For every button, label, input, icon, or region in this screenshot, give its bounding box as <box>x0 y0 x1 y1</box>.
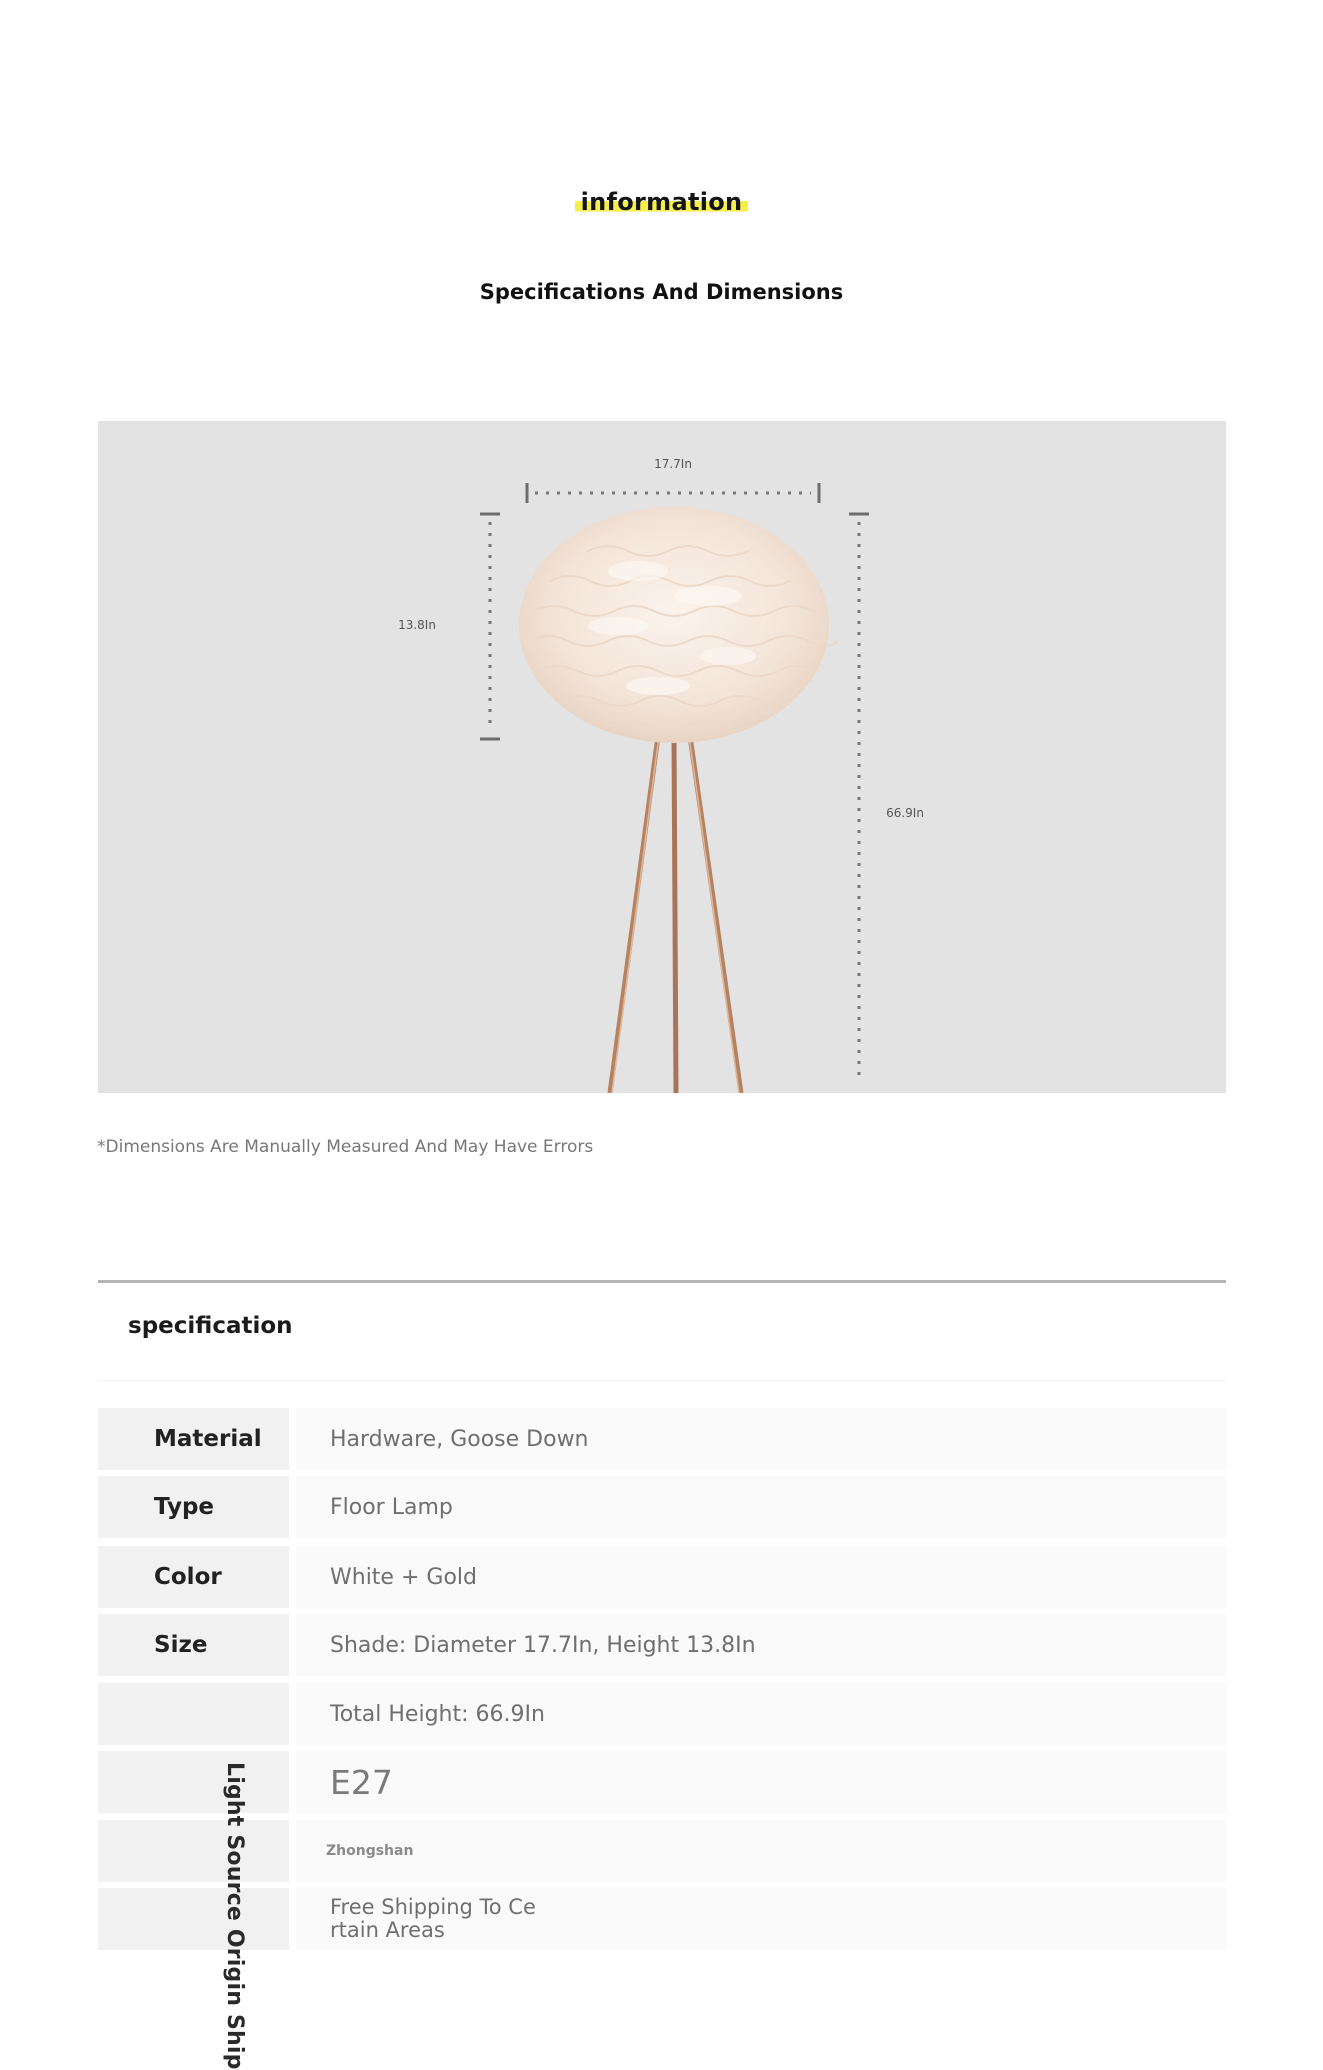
spec-value <box>296 1888 1226 1950</box>
spec-row-total-height <box>98 1683 1226 1745</box>
section-title-text: information <box>575 188 749 216</box>
spec-value: Shade: Diameter 17.7In, Height 13.8In <box>296 1614 1226 1676</box>
dimension-label-shade-height: 13.8In <box>398 618 436 632</box>
spec-label <box>98 1888 289 1950</box>
section-divider <box>98 1280 1226 1283</box>
page-subtitle: Specifications And Dimensions <box>479 280 844 304</box>
total-height-dimension <box>849 514 924 1081</box>
dimensions-disclaimer: *Dimensions Are Manually Measured And May Have Errors <box>97 1137 594 1157</box>
spec-value: Floor Lamp <box>296 1476 1226 1538</box>
specification-heading: specification <box>128 1313 293 1339</box>
lamp-dimension-figure <box>98 421 1226 1093</box>
spec-label: Size <box>98 1614 289 1676</box>
heading-divider <box>98 1380 1226 1381</box>
spec-value: White + Gold <box>296 1546 1226 1608</box>
spec-row-origin <box>98 1820 1226 1882</box>
spec-row-color <box>98 1546 1226 1608</box>
feather-shade <box>519 507 838 743</box>
spec-label: Type <box>98 1476 289 1538</box>
spec-row-material <box>98 1408 1226 1470</box>
spec-label <box>98 1751 289 1813</box>
shade-height-dimension <box>398 514 500 739</box>
spec-row-type <box>98 1476 1226 1538</box>
spec-label <box>98 1820 289 1882</box>
dimension-label-total-height: 66.9In <box>886 806 924 820</box>
lamp-leg-middle <box>674 736 676 1093</box>
spec-row-shipping <box>98 1888 1226 1950</box>
spec-label: Material <box>98 1408 289 1470</box>
section-title <box>0 188 1323 216</box>
spec-value: E27 <box>296 1751 1226 1813</box>
spec-value: Total Height: 66.9In <box>296 1683 1226 1745</box>
lamp-legs <box>610 736 741 1093</box>
lamp-leg-left <box>610 736 658 1093</box>
vertical-spec-label: Light Source Origin Ship <box>222 1762 247 2070</box>
spec-label: Color <box>98 1546 289 1608</box>
width-dimension <box>527 457 819 503</box>
spec-value: Zhongshan <box>296 1820 1226 1882</box>
lamp-leg-right <box>690 736 741 1093</box>
spec-row-light-source <box>98 1751 1226 1813</box>
spec-label <box>98 1683 289 1745</box>
spec-row-size <box>98 1614 1226 1676</box>
spec-value: Hardware, Goose Down <box>296 1408 1226 1470</box>
dimension-label-width: 17.7In <box>654 457 692 471</box>
spec-value-text: Free Shipping To Certain Areas <box>330 1895 536 1942</box>
